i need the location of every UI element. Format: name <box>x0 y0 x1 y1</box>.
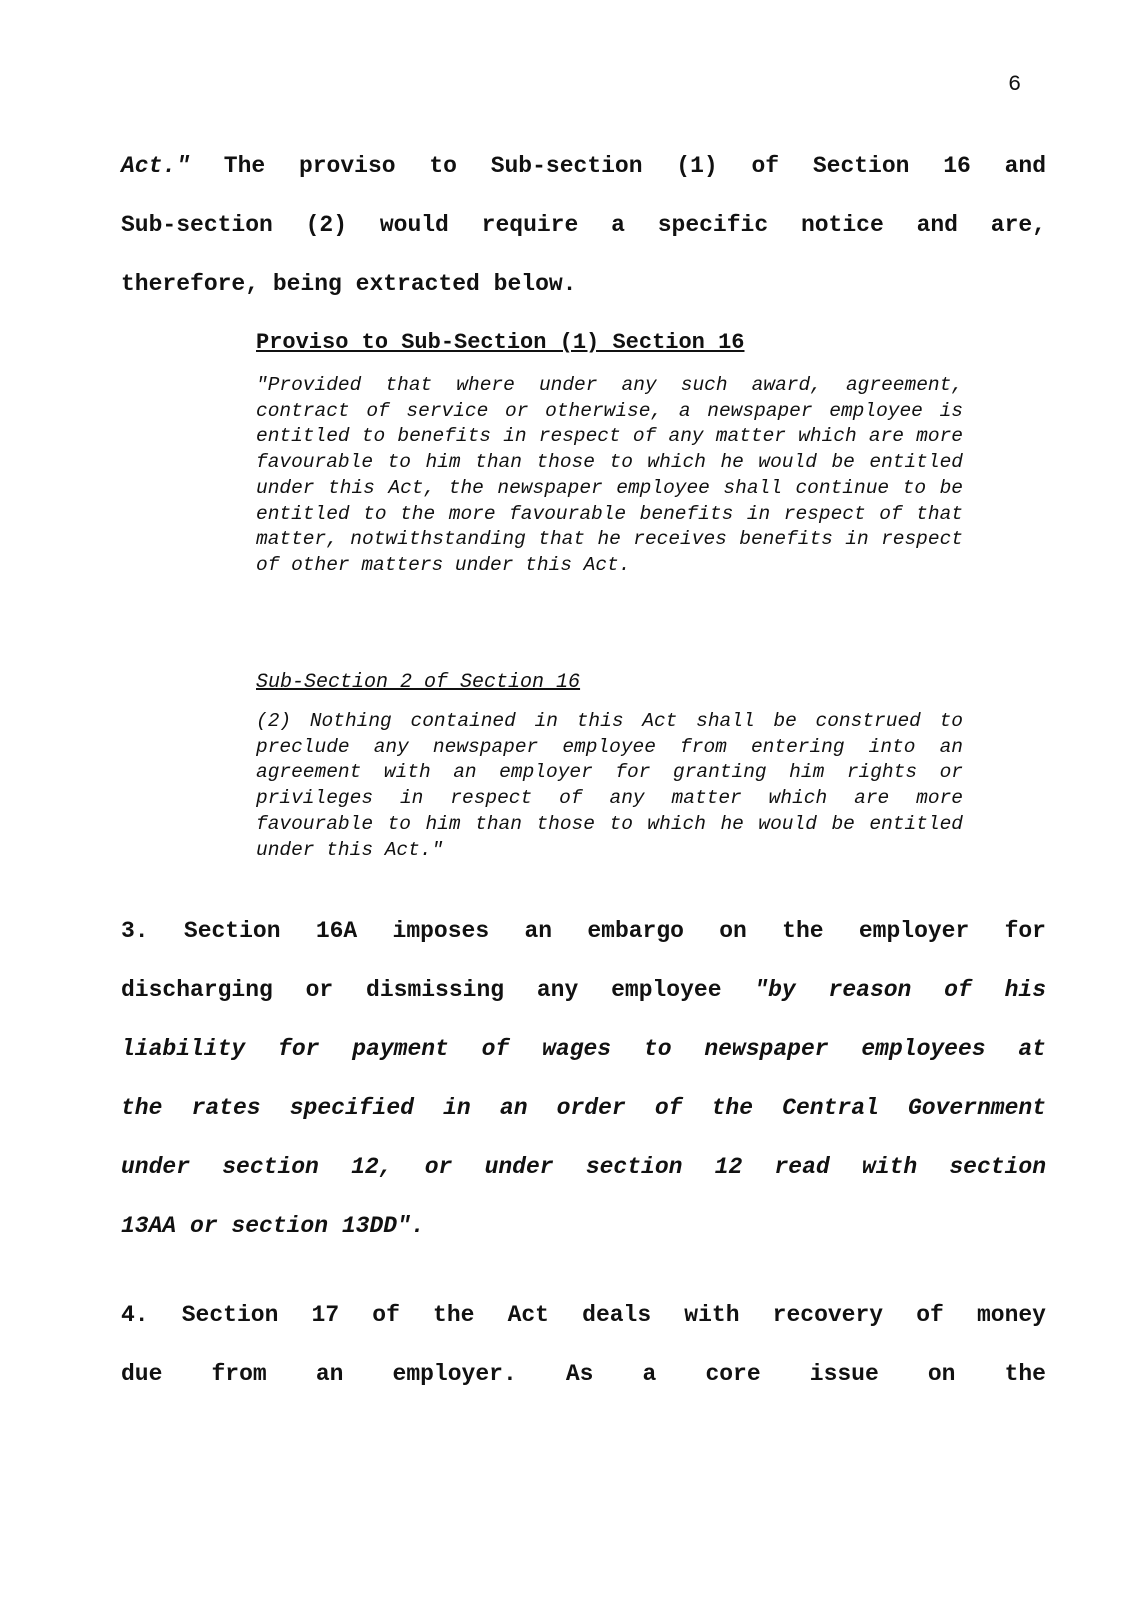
para3-line-6 <box>121 1211 1046 1241</box>
intro-line-1-lead: Act." <box>121 153 191 179</box>
para4-line-1: 4. Section 17 of the Act deals with recovery of money <box>121 1302 1046 1328</box>
subsection-2-quote: (2) Nothing contained in this Act shall be construed to preclude any newspaper employee from entering into an agreement with an employer for granting him rights or privileges in respect of any matter which are more favourable to him than those to which he would be entitled under this Act." <box>256 710 963 861</box>
intro-line-1-rest: The proviso to Sub-section (1) of Section 16 and <box>190 153 1046 179</box>
para3-line-4-quote: the rates specified in an order of the Central Government <box>121 1095 1046 1121</box>
para3-line-3 <box>121 1034 1046 1064</box>
para3-line-5-quote: under section 12, or under section 12 read with section <box>121 1154 1046 1180</box>
page-number: 6 <box>1008 72 1022 97</box>
subsection-2-heading: Sub-Section 2 of Section 16 <box>256 671 581 694</box>
para3-line-1: 3. Section 16A imposes an embargo on the employer for <box>121 918 1046 944</box>
para3-line-2-quote: "by reason of his <box>754 977 1046 1003</box>
intro-line-3: therefore, being extracted below. <box>121 271 577 297</box>
para3-line-3-quote: liability for payment of wages to newspaper employees at <box>121 1036 1046 1062</box>
para3-line-4 <box>121 1093 1046 1123</box>
para3-line-6-quote: 13AA or section 13DD". <box>121 1213 425 1239</box>
para3-line-2-lead: discharging or dismissing any employee <box>121 977 755 1003</box>
proviso-quote: "Provided that where under any such award, agreement, contract of service or otherwise, a newspaper employee is entitled to benefits in respect of any matter which are more favourable to him than those to which he would be entitled under this Act, the newspaper employee shall continue to be entitled to the more favourable benefits in respect of that matter, notwithstanding that he receives benefits in respect of other matters under this Act. <box>256 374 963 576</box>
para3-line-2 <box>121 975 1046 1005</box>
proviso-heading: Proviso to Sub-Section (1) Section 16 <box>256 330 745 355</box>
para3-line-5 <box>121 1152 1046 1182</box>
intro-line-2: Sub-section (2) would require a specific notice and are, <box>121 212 1046 238</box>
intro-line-1 <box>121 151 1046 181</box>
para4-line-2: due from an employer. As a core issue on the <box>121 1361 1046 1387</box>
